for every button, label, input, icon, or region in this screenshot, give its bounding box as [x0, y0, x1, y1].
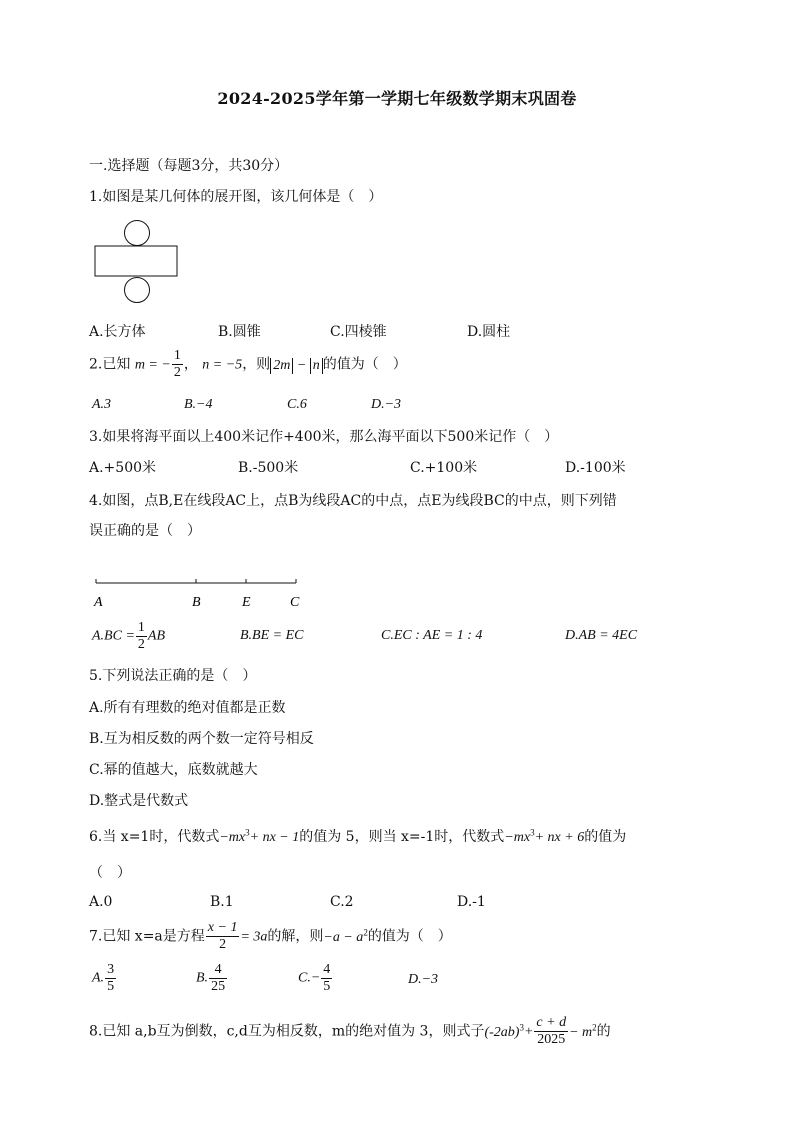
q2-abs-expr: 2m − n — [270, 358, 323, 373]
q1-option-d[interactable]: D.圆柱 — [467, 324, 511, 340]
q6-option-a[interactable]: A.0 — [89, 894, 113, 910]
q1-stem: 1.如图是某几何体的展开图，该几何体是（ ） — [89, 189, 383, 205]
q3-stem: 3.如果将海平面以上400米记作+400米，那么海平面以下500米记作（ ） — [89, 429, 559, 445]
q6-stem-line2: （ ） — [89, 865, 131, 881]
label-a: A — [94, 595, 103, 610]
q7-stem — [89, 920, 452, 953]
net-figure — [90, 218, 182, 308]
q3-option-d[interactable]: D.-100米 — [565, 460, 626, 476]
label-e: E — [242, 595, 251, 610]
q4-a-denominator: 2 — [137, 637, 145, 652]
q4-option-c[interactable]: C.EC : AE = 1 : 4 — [381, 628, 483, 643]
q2-m-numerator: 1 — [173, 348, 181, 363]
page-title: 2024-2025学年第一学期七年级数学期末巩固卷 — [217, 89, 577, 108]
q4-stem-line1: 4.如图，点B,E在线段AC上，点B为线段AC的中点，点E为线段BC的中点，则下列错 — [89, 493, 617, 509]
q7-option-d[interactable]: D.−3 — [408, 972, 439, 987]
q6-part1: 6.当 x=1时，代数式 — [89, 829, 220, 845]
q7-prefix: 7.已知 x=a是方程 — [89, 928, 205, 945]
q2-option-b[interactable]: B.−4 — [184, 397, 213, 412]
q2-option-d[interactable]: D.−3 — [371, 397, 402, 412]
q5-option-c[interactable]: C.幂的值越大，底数就越大 — [89, 762, 258, 778]
q4-option-b[interactable]: B.BE = EC — [240, 628, 304, 643]
q5-stem: 5.下列说法正确的是（ ） — [89, 668, 257, 684]
q1-option-a[interactable]: A.长方体 — [89, 324, 146, 340]
q2-mid: ，则 — [242, 356, 271, 373]
q3-option-a[interactable]: A.+500米 — [89, 460, 157, 476]
q7-option-a[interactable]: A. $\frac{3}{5}$ — [92, 962, 115, 994]
q4-option-a[interactable]: A.BC = $\frac{1}{2}$ AB — [92, 620, 165, 652]
q4-options — [0, 620, 794, 660]
q2-option-a[interactable]: A.3 — [92, 397, 112, 412]
q7-mid: 的解，则 — [267, 928, 324, 945]
q8-suffix: 的 — [596, 1023, 611, 1040]
q6-option-b[interactable]: B.1 — [210, 894, 234, 910]
q7-options — [0, 962, 794, 1002]
q1-option-b[interactable]: B.圆锥 — [218, 324, 261, 340]
q8-prefix: 8.已知 a,b互为倒数，c,d互为相反数，m的绝对值为 3，则式子 — [89, 1023, 485, 1040]
q5-option-a[interactable]: A.所有有理数的绝对值都是正数 — [89, 700, 286, 716]
q4-stem-line2: 误正确的是（ ） — [89, 523, 201, 539]
q6-option-d[interactable]: D.-1 — [457, 894, 486, 910]
q5-option-d[interactable]: D.整式是代数式 — [89, 793, 189, 809]
section-heading: 一.选择题（每题3分，共30分） — [89, 158, 289, 174]
q6-expr2: $-mx^3+$ nx + 6 — [504, 827, 585, 845]
q1-option-c[interactable]: C.四棱锥 — [330, 324, 387, 340]
q7-option-c[interactable]: C.− $\frac{4}{5}$ — [298, 962, 331, 994]
q4-option-d[interactable]: D.AB = 4EC — [565, 628, 638, 643]
q8-fraction: $\frac{c + d}{2025}$ — [536, 1015, 567, 1047]
net-bottom-circle — [125, 278, 150, 303]
net-rectangle — [95, 246, 177, 276]
q6-part3: 的值为 — [584, 829, 627, 845]
q3-option-c[interactable]: C.+100米 — [410, 460, 478, 476]
label-c: C — [290, 595, 300, 610]
q2-n-expr: n = −5 — [202, 357, 243, 373]
q2-abs1: 2m — [270, 358, 293, 374]
q4-a-numerator: 1 — [137, 620, 145, 635]
q7-option-b[interactable]: B. $\frac{4}{25}$ — [196, 962, 226, 994]
q2-suffix: 的值为（ ） — [322, 356, 407, 373]
q8-expr1: $(-2ab)^3$ — [484, 1021, 524, 1040]
segment-figure — [90, 574, 305, 614]
net-top-circle — [125, 221, 150, 246]
q2-m-expr: m = − — [134, 357, 171, 373]
q2-option-c[interactable]: C.6 — [287, 397, 307, 412]
q8-expr2: − $m^2$ — [569, 1021, 597, 1040]
q7-eq-tail: = 3a — [240, 929, 268, 945]
q3-option-b[interactable]: B.-500米 — [238, 460, 299, 476]
q2-prefix: 2.已知 — [89, 356, 131, 373]
q6-stem — [89, 826, 626, 846]
q2-m-denominator: 2 — [173, 365, 181, 380]
q8-plus: + — [523, 1024, 534, 1040]
q7-expr: $-a - a^2$ — [323, 926, 368, 945]
q6-part2: 的值为 5，则当 x=-1时，代数式 — [299, 829, 505, 845]
label-b: B — [192, 595, 201, 610]
q7-suffix: 的值为（ ） — [367, 928, 452, 945]
q8-stem — [89, 1015, 611, 1048]
q5-option-b[interactable]: B.互为相反数的两个数一定符号相反 — [89, 731, 314, 747]
q2-abs2: n — [310, 358, 323, 374]
q6-expr1: $-mx^3+$ nx − 1 — [219, 827, 300, 845]
q2-stem: 2.已知 m = − $\frac{1}{2}$ ， n = −5，则 2m − n 的值为（ ） — [89, 348, 407, 380]
q7-fraction: $\frac{x - 1}{2}$ — [207, 920, 238, 952]
q2-m-fraction — [172, 348, 183, 381]
q6-option-c[interactable]: C.2 — [330, 894, 354, 910]
